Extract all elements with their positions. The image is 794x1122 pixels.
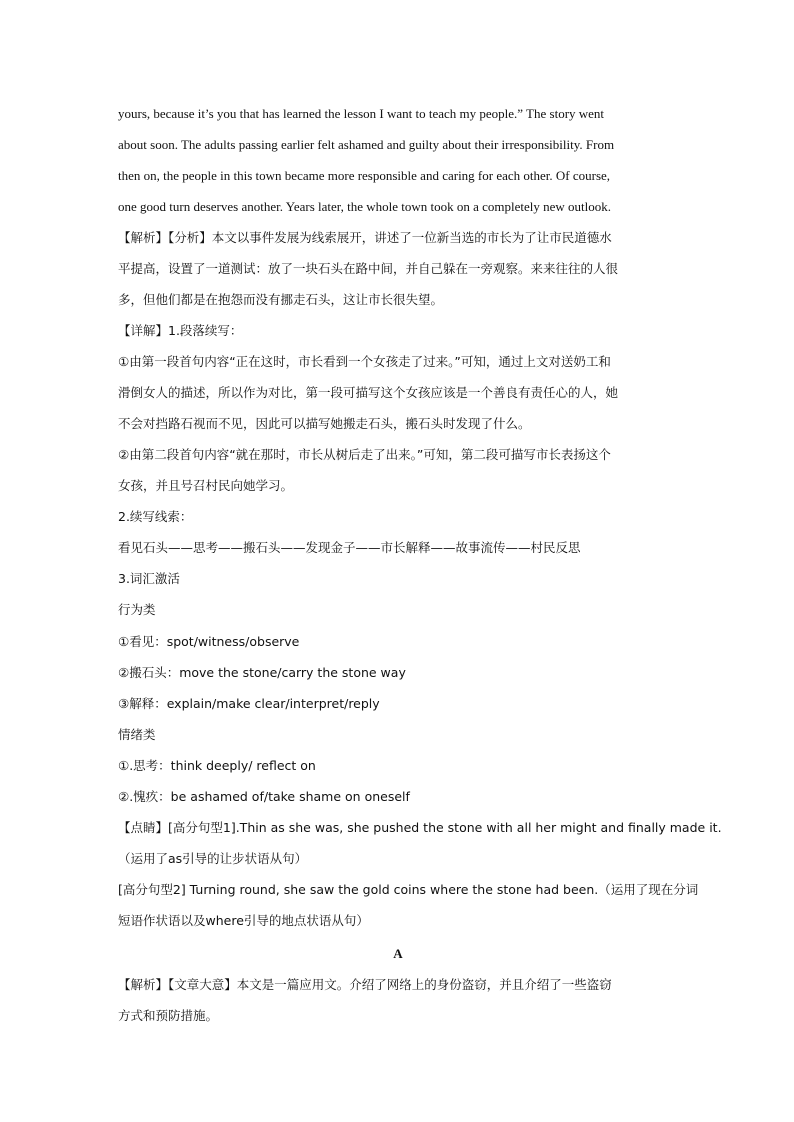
analysis-line: 平提高，设置了一道测试：放了一块石头在路中间，并自己躲在一旁观察。来来往往的人很 [118,261,619,276]
detail-line: 女孩，并且号召村民向她学习。 [118,478,294,493]
section-heading: 2.续写线索： [118,509,193,524]
sentence-pattern-line: [高分句型2] Turning round, she saw the gold coins where the stone had been.（运用了现在分词 [118,882,699,897]
body-line: about soon. The adults passing earlier felt ashamed and guilty about their irresponsibility. From [118,137,615,152]
analysis-line: 多，但他们都是在抱怨而没有挪走石头，这让市长很失望。 [118,292,444,307]
sentence-pattern-line: （运用了as引导的让步状语从句） [118,851,308,866]
sentence-pattern-line: 短语作状语以及where引导的地点状语从句） [118,913,369,928]
body-line: yours, because it’s you that has learned the lesson I want to teach my people.” The story went [118,106,605,121]
vocab-item: ②.愧疚：be ashamed of/take shame on oneself [118,789,410,804]
passage-heading: A [393,946,403,961]
category-label: 情绪类 [118,727,156,742]
vocab-item: ③解释：explain/make clear/interpret/reply [118,696,380,711]
clue-line: 看见石头——思考——搬石头——发现金子——市长解释——故事流传——村民反思 [118,540,581,555]
vocab-item: ①.思考：think deeply/ reflect on [118,758,316,773]
detail-line: ②由第二段首句内容“就在那时，市长从树后走了出来。”可知，第二段可描写市长表扬这个 [118,447,611,462]
analysis-line: 【解析】【文章大意】本文是一篇应用文。介绍了网络上的身份盗窃，并且介绍了一些盗窃 [118,977,612,992]
analysis-line: 【解析】【分析】本文以事件发展为线索展开，讲述了一位新当选的市长为了让市民道德水 [118,230,612,245]
sentence-pattern-line: 【点睛】[高分句型1].Thin as she was, she pushed the stone with all her might and finally made it. [118,820,722,835]
analysis-line: 方式和预防措施。 [118,1008,219,1023]
vocab-item: ②搬石头：move the stone/carry the stone way [118,665,406,680]
vocab-item: ①看见：spot/witness/observe [118,634,300,649]
category-label: 行为类 [118,602,156,617]
body-line: then on, the people in this town became more responsible and caring for each other. Of course, [118,168,611,183]
detail-line: 滑倒女人的描述，所以作为对比，第一段可描写这个女孩应该是一个善良有责任心的人，她 [118,385,619,400]
section-heading: 3.词汇激活 [118,571,180,586]
detail-line: 不会对挡路石视而不见，因此可以描写她搬走石头，搬石头时发现了什么。 [118,416,531,431]
body-line: one good turn deserves another. Years later, the whole town took on a completely new outlook. [118,199,612,214]
detail-line: ①由第一段首句内容“正在这时，市长看到一个女孩走了过来。”可知，通过上文对送奶工和 [118,354,611,369]
section-heading: 【详解】1.段落续写： [118,323,243,338]
